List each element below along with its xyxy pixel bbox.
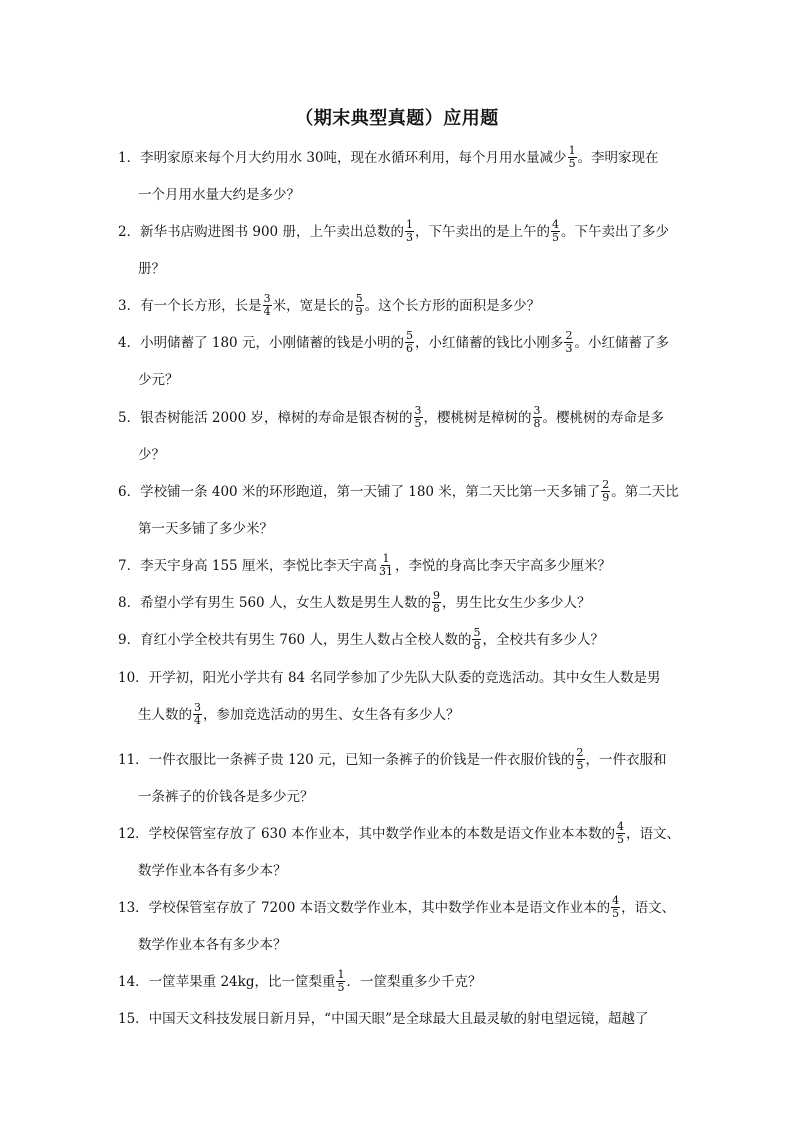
problem-text: 10．开学初，阳光小学共有 84 名同学参加了少先队大队委的竞选活动。其中女生人数是男: [118, 670, 661, 686]
problem-5: [118, 400, 683, 474]
problem-line: [118, 660, 683, 697]
fraction: [564, 330, 573, 355]
problem-line: [118, 697, 683, 734]
problem-line: [118, 964, 683, 1001]
problem-text: 4．小明储蓄了 180 元，小刚储蓄的钱是小明的: [118, 335, 404, 351]
fraction-denominator: 5: [551, 231, 559, 244]
problem-text: 5．银杏树能活 2000 岁，樟树的寿命是银杏树的: [118, 410, 413, 426]
problem-11: [118, 742, 683, 816]
fraction-denominator: 9: [602, 491, 610, 504]
worksheet-title: （期末典型真题）应用题: [295, 108, 499, 129]
fraction-denominator: 3: [405, 231, 413, 244]
fraction-denominator: 4: [194, 714, 201, 727]
problem-text: 14．一筐苹果重 24kg，比一筐梨重: [118, 974, 336, 990]
problem-line: [118, 585, 683, 622]
problem-text: 7．李天宇身高 155 厘米，李悦比李天宇高: [118, 558, 377, 574]
fraction: [405, 219, 414, 244]
fraction: [472, 627, 481, 652]
fraction-denominator: 5: [612, 907, 620, 920]
problem-text: 2．新华书店购进图书 900 册，上午卖出总数的: [118, 224, 404, 240]
fraction-denominator: 5: [617, 833, 625, 846]
problem-text: 12．学校保管室存放了 630 本作业本，其中数学作业本的本数是语文作业本本数的: [118, 826, 616, 842]
problem-text: ，参加竞选活动的男生、女生各有多少人？: [203, 707, 460, 723]
problem-text: 11．一件衣服比一条裤子贵 120 元，已知一条裤子的价钱是一件衣服价钱的: [118, 752, 575, 768]
problem-7: [118, 548, 683, 585]
problem-line: [118, 251, 683, 288]
fraction-numerator: 5: [405, 329, 413, 342]
problem-text: 。下午卖出了多少: [560, 224, 669, 240]
fraction-numerator: 2: [576, 746, 584, 759]
fraction: [432, 590, 441, 615]
fraction: [378, 553, 394, 578]
fraction: [193, 702, 202, 727]
problem-line: [118, 214, 683, 251]
fraction-denominator: 8: [432, 602, 440, 615]
problem-2: [118, 214, 683, 288]
problem-4: [118, 325, 683, 399]
problem-10: [118, 660, 683, 734]
fraction: [616, 821, 625, 846]
fraction-numerator: 4: [617, 820, 625, 833]
fraction-denominator: 5: [568, 157, 576, 170]
problem-line: [118, 779, 683, 816]
problem-text: 8．希望小学有男生 560 人，女生人数是男生人数的: [118, 595, 431, 611]
problem-text: ，小红储蓄的钱比小刚多: [414, 335, 564, 351]
problem-text: ，语文、: [626, 826, 681, 842]
fraction: [601, 479, 610, 504]
problem-text: ，樱桃树是樟树的: [423, 410, 532, 426]
problem-text: 少？: [138, 447, 165, 463]
problem-text: 生人数的: [138, 707, 192, 723]
fraction-numerator: 4: [612, 894, 620, 907]
problem-line: [118, 890, 683, 927]
fraction-denominator: 5: [576, 759, 584, 772]
problem-text: 15．中国天文科技发展日新月异，“中国天眼”是全球最大且最灵敏的射电望远镜，超越了: [118, 1011, 649, 1027]
fraction: [405, 330, 414, 355]
fraction-denominator: 6: [405, 342, 413, 355]
fraction-numerator: 2: [602, 478, 610, 491]
problem-text: 一条裤子的价钱各是多少元？: [138, 789, 314, 805]
problem-line: [118, 927, 683, 964]
problem-line: [118, 288, 683, 325]
problem-line: [118, 1001, 683, 1038]
problem-9: [118, 622, 683, 659]
fraction: [533, 405, 542, 430]
problem-line: [118, 140, 683, 177]
problem-line: [118, 853, 683, 890]
problem-line: [118, 742, 683, 779]
problem-text: 。李明家现在: [577, 150, 659, 166]
problem-line: [118, 437, 683, 474]
fraction-numerator: 9: [432, 589, 440, 602]
problem-text: ，男生比女生少多少人？: [441, 595, 591, 611]
problem-text: 。第二天比: [611, 484, 679, 500]
problem-line: [118, 816, 683, 853]
problem-line: [118, 548, 683, 585]
fraction-numerator: 5: [473, 626, 481, 639]
fraction-numerator: 1: [405, 218, 413, 231]
problem-text: 册？: [138, 261, 165, 277]
fraction: [355, 293, 364, 318]
fraction: [336, 969, 345, 994]
fraction-numerator: 1: [568, 144, 576, 157]
problem-line: [118, 474, 683, 511]
problem-line: [118, 325, 683, 362]
fraction: [576, 747, 585, 772]
fraction-numerator: 4: [551, 218, 559, 231]
problem-text: ，全校共有多少人？: [482, 632, 604, 648]
problem-text: 第一天多铺了多少米？: [138, 521, 273, 537]
problem-text: 9．育红小学全校共有男生 760 人，男生人数占全校人数的: [118, 632, 472, 648]
problem-text: ，李悦的身高比李天宇高多少厘米？: [394, 558, 611, 574]
fraction-denominator: 4: [263, 305, 271, 318]
problem-text: 一个月用水量大约是多少？: [138, 187, 300, 203]
problem-1: [118, 140, 683, 214]
fraction: [414, 405, 423, 430]
fraction-denominator: 8: [473, 639, 481, 652]
fraction-denominator: 5: [414, 417, 422, 430]
problem-text: ，下午卖出的是上午的: [414, 224, 550, 240]
problem-text: 。小红储蓄了多: [574, 335, 669, 351]
problem-8: [118, 585, 683, 622]
problem-text: ，一件衣服和: [585, 752, 667, 768]
problem-text: 13．学校保管室存放了 7200 本语文数学作业本，其中数学作业本是语文作业本的: [118, 900, 611, 916]
fraction-denominator: 5: [337, 981, 345, 994]
problem-text: 1．李明家原来每个月大约用水 30吨，现在水循环利用，每个月用水量减少: [118, 150, 567, 166]
problem-text: 。这个长方形的面积是多少？: [364, 298, 541, 314]
problem-text: ．一筐梨重多少千克？: [346, 974, 482, 990]
problem-6: [118, 474, 683, 548]
fraction: [611, 895, 620, 920]
fraction-numerator: 3: [533, 404, 541, 417]
problem-14: [118, 964, 683, 1001]
problem-15: [118, 1001, 683, 1038]
problem-text: 6．学校铺一条 400 米的环形跑道，第一天铺了 180 米，第二天比第一天多铺了: [118, 484, 601, 500]
problem-line: [118, 622, 683, 659]
fraction-numerator: 3: [414, 404, 422, 417]
fraction-numerator: 2: [565, 329, 573, 342]
problem-text: 米，宽是长的: [272, 298, 354, 314]
fraction-denominator: 9: [355, 305, 363, 318]
problem-text: 少元？: [138, 372, 179, 388]
fraction-numerator: 3: [263, 292, 271, 305]
problem-line: [118, 177, 683, 214]
problem-13: [118, 890, 683, 964]
problem-text: 。樱桃树的寿命是多: [542, 410, 665, 426]
problem-text: 数学作业本各有多少本？: [138, 863, 287, 879]
fraction-denominator: 31: [378, 565, 393, 578]
fraction-numerator: 3: [194, 701, 201, 714]
problem-3: [118, 288, 683, 325]
fraction-numerator: 5: [355, 292, 363, 305]
problem-line: [118, 400, 683, 437]
fraction-numerator: 1: [382, 552, 390, 565]
fraction-numerator: 1: [337, 968, 345, 981]
problem-line: [118, 362, 683, 399]
problem-text: 3．有一个长方形，长是: [118, 298, 262, 314]
fraction-denominator: 8: [533, 417, 541, 430]
fraction-denominator: 3: [565, 342, 573, 355]
fraction: [551, 219, 560, 244]
problem-line: [118, 511, 683, 548]
fraction: [568, 145, 577, 170]
problem-text: 数学作业本各有多少本？: [138, 937, 287, 953]
fraction: [263, 293, 272, 318]
problem-12: [118, 816, 683, 890]
problem-text: ，语文、: [621, 900, 676, 916]
